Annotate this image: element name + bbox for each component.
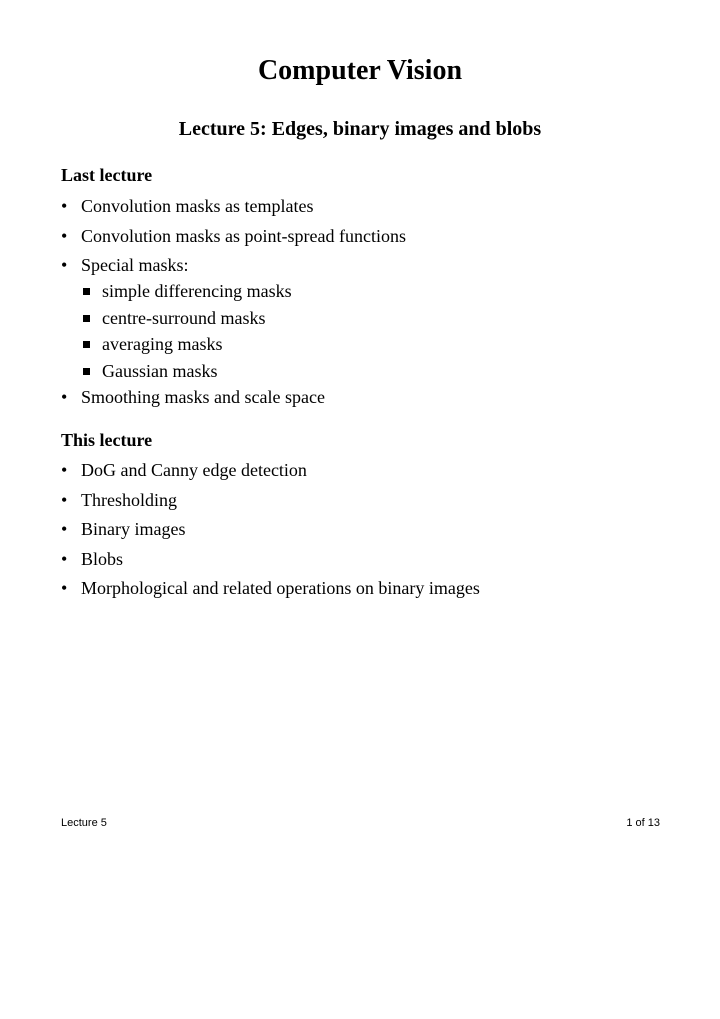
square-bullet-icon [83, 368, 90, 375]
bullet-text: Convolution masks as point-spread functions [81, 225, 406, 246]
this-lecture-heading: This lecture [61, 430, 153, 450]
list-item [61, 254, 406, 382]
square-bullet-icon [83, 341, 90, 348]
bullet-icon: • [61, 387, 68, 407]
square-bullet-icon [83, 315, 90, 322]
bullet-text: Binary images [81, 519, 186, 539]
sub-item-text: Gaussian masks [102, 360, 218, 381]
page-number: 1 of 13 [626, 817, 660, 829]
bullet-icon: • [61, 489, 68, 510]
list-item [61, 518, 480, 540]
list-item [81, 307, 406, 329]
bullet-icon: • [61, 255, 68, 275]
sub-item-text: simple differencing masks [102, 281, 292, 301]
bullet-text: Smoothing masks and scale space [81, 387, 325, 407]
last-lecture-list [61, 195, 406, 408]
bullet-text: Blobs [81, 548, 124, 569]
sub-item-text: averaging masks [102, 334, 223, 354]
bullet-text: Convolution masks as templates [81, 196, 314, 216]
bullet-icon: • [61, 519, 68, 539]
list-item [61, 459, 480, 481]
special-masks-list [81, 280, 406, 382]
lecture-subtitle: Lecture 5: Edges, binary images and blobs [178, 118, 542, 140]
last-lecture-heading: Last lecture [61, 165, 153, 185]
list-item [61, 386, 406, 408]
list-item [81, 280, 406, 302]
list-item [61, 577, 480, 599]
bullet-text: Thresholding [81, 489, 177, 510]
bullet-text: Morphological and related operations on binary images [81, 578, 480, 598]
bullet-text: Special masks: [81, 255, 189, 275]
bullet-icon: • [61, 578, 68, 598]
list-item [61, 548, 480, 570]
list-item [61, 489, 480, 511]
bullet-icon: • [61, 548, 68, 569]
this-lecture-list [61, 459, 480, 599]
bullet-icon: • [61, 196, 68, 216]
square-bullet-icon [83, 288, 90, 295]
list-item [81, 333, 406, 355]
page-title: Computer Vision [257, 55, 463, 86]
bullet-icon: • [61, 225, 68, 246]
list-item [61, 195, 406, 217]
list-item [61, 225, 406, 247]
footer-lecture-label: Lecture 5 [61, 817, 107, 829]
sub-item-text: centre-surround masks [102, 307, 266, 328]
list-item [81, 360, 406, 382]
bullet-icon: • [61, 460, 68, 480]
bullet-text: DoG and Canny edge detection [81, 460, 307, 480]
